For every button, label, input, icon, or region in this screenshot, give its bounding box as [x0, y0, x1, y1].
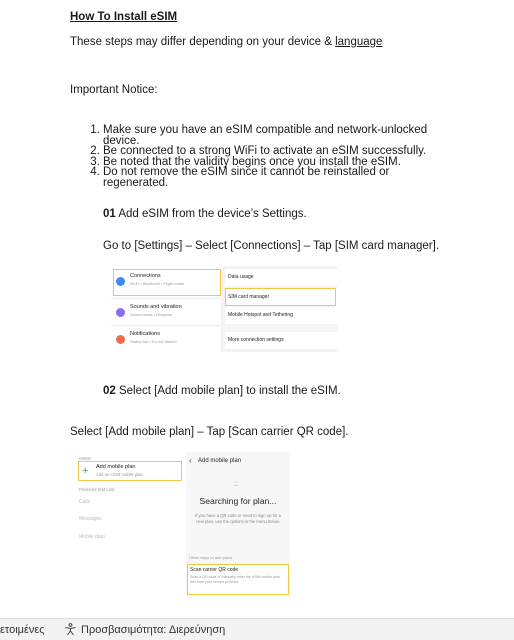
step2-number: 02 — [103, 385, 116, 397]
step2-instruction: Select [Add mobile plan] – Tap [Scan carrier QR code]. — [70, 426, 349, 438]
sim-manager-screenshot — [76, 454, 183, 548]
connections-menu — [225, 266, 337, 352]
step2-heading — [103, 384, 341, 398]
scan-label: Scan carrier QR code — [190, 567, 239, 573]
row-name: Notifications — [130, 331, 160, 337]
spinner-icon: ⁚⁚ — [234, 482, 238, 488]
highlight-box — [113, 269, 221, 296]
notice-list — [86, 125, 446, 188]
row-desc: Status bar • Do not disturb — [130, 339, 177, 344]
row-name: Connections — [130, 273, 161, 279]
row-desc: Sound mode • Ringtone — [130, 312, 173, 317]
doc-subtitle — [70, 35, 382, 49]
add-plan-screenshot — [186, 452, 290, 596]
screen-header — [186, 452, 290, 472]
bell-icon — [116, 335, 125, 344]
screen-title: Add mobile plan — [198, 458, 242, 464]
row-name: Sounds and vibration — [130, 304, 182, 310]
add-plan-label: Add mobile plan — [96, 464, 136, 470]
menu-item — [225, 307, 337, 324]
accessibility-status[interactable]: Προσβασιμότητα: Διερεύνηση — [81, 624, 226, 636]
settings-row-notifications — [111, 325, 221, 352]
section-label: Other ways to add plans — [189, 555, 233, 560]
step1-text: Add eSIM from the device’s Settings. — [115, 208, 307, 220]
menu-item — [225, 269, 337, 286]
step2-text: Select [Add mobile plan] to install the eSIM. — [115, 385, 341, 397]
menu-item-label: SIM card manager — [228, 294, 270, 300]
list-item: Messages — [79, 516, 102, 522]
settings-screenshot — [111, 266, 337, 352]
notice-item: 2. Be connected to a strong WiFi to activate an eSIM successfully. — [103, 146, 446, 157]
settings-menu — [111, 266, 221, 352]
row-desc: Wi-Fi • Bluetooth • Flight mode — [130, 281, 185, 286]
info-text: If you have a QR code or need to sign up for a new plan, use the options in the menu below. — [195, 513, 281, 524]
status-bar — [0, 618, 514, 640]
menu-item — [225, 332, 337, 349]
list-item: Calls — [79, 499, 91, 505]
notice-item: 4. Do not remove the eSIM since it cannot be reinstalled or regenerated. — [103, 167, 446, 188]
section-label: eSIMs — [79, 456, 91, 461]
accessibility-icon[interactable] — [64, 623, 77, 636]
menu-item-label: Data usage — [228, 274, 254, 280]
notice-item: 3. Be noted that the validity begins once you install the eSIM. — [103, 157, 446, 168]
menu-item-label: More connection settings — [228, 337, 284, 343]
scan-sub: Scan a QR code or manually enter the eSIM mobile plan info from your service provider. — [190, 575, 280, 584]
settings-row-sounds — [111, 298, 221, 325]
highlight-box — [225, 288, 336, 306]
notice-heading: Important Notice: — [70, 84, 158, 96]
doc-title: How To Install eSIM — [70, 11, 178, 23]
step1-instruction: Go to [Settings] – Select [Connections] – Tap [SIM card manager]. — [103, 240, 440, 252]
subtitle-text: These steps may differ depending on your device & — [70, 36, 336, 48]
subtitle-link[interactable]: language — [335, 36, 383, 48]
step1-heading — [103, 207, 307, 221]
back-icon: ‹ — [189, 456, 192, 465]
plus-icon: + — [82, 465, 89, 477]
searching-text: Searching for plan... — [199, 496, 277, 506]
menu-item-label: Mobile Hotspot and Tethering — [228, 312, 293, 318]
add-plan-sub: Add an eSIM mobile plan. — [96, 472, 144, 477]
status-text: ετοιμένες — [0, 624, 45, 636]
highlight-box — [78, 461, 182, 481]
section-label: Preferred SIM card — [79, 487, 115, 492]
list-item: Mobile data — [79, 534, 105, 540]
step1-number: 01 — [103, 208, 116, 220]
highlight-box — [187, 564, 289, 595]
notice-item: 1. Make sure you have an eSIM compatible and network-unlocked device. — [103, 125, 446, 146]
sound-icon — [116, 308, 125, 317]
